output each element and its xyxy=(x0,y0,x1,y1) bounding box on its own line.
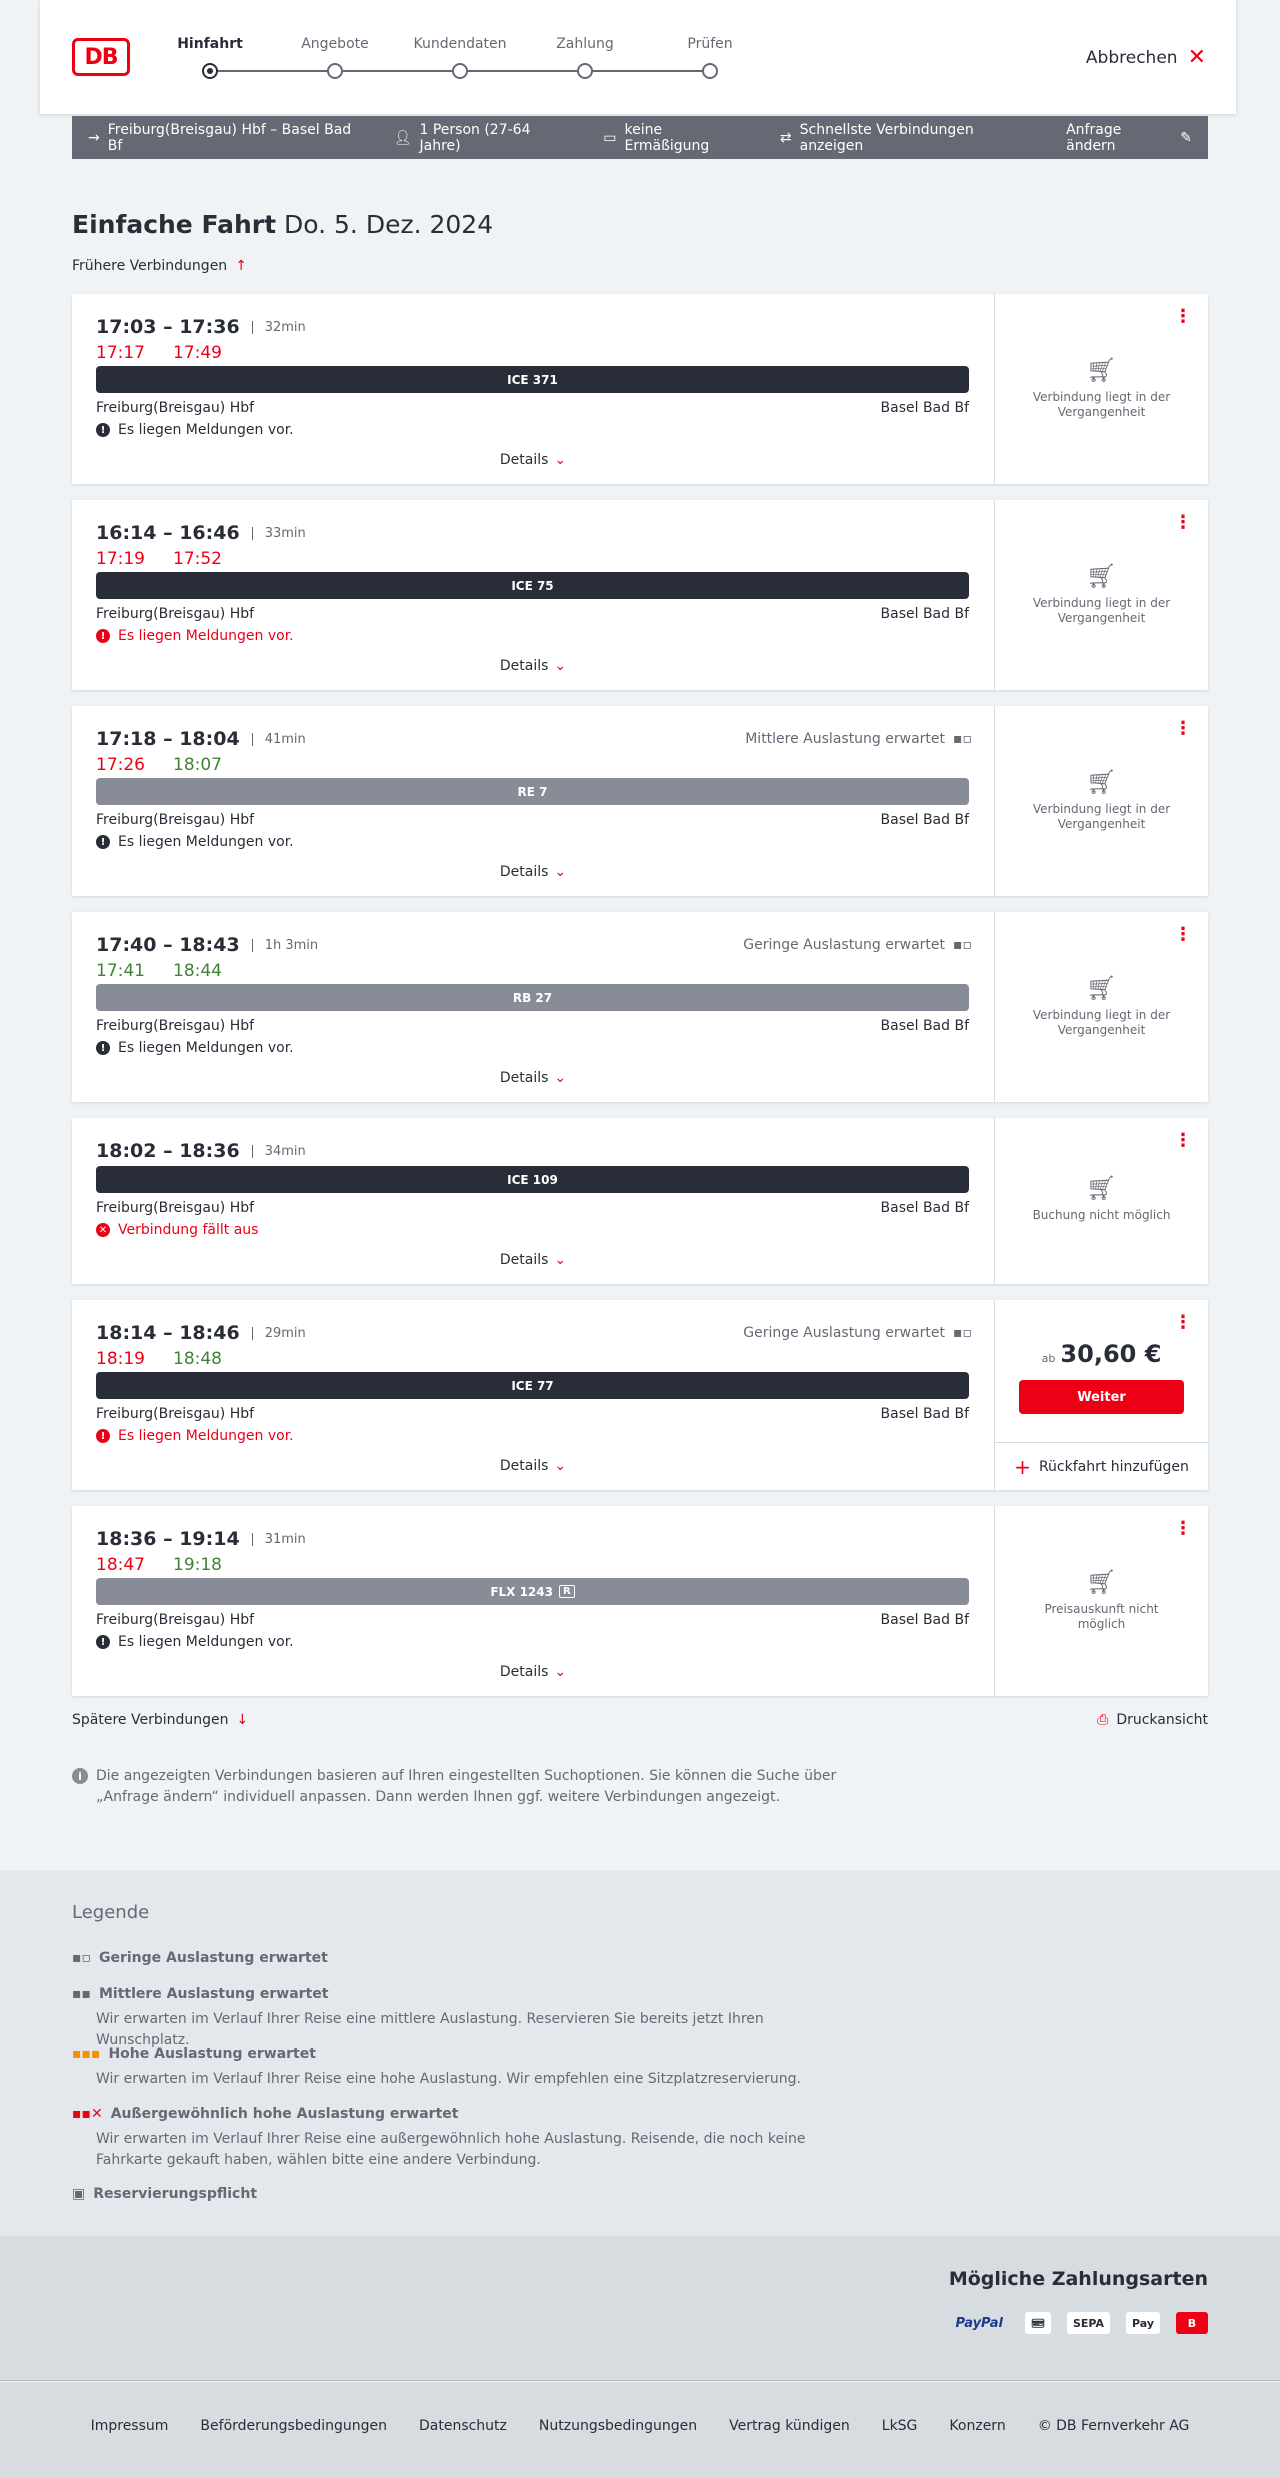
more-options-icon[interactable]: ⋮ xyxy=(1174,512,1192,533)
high-occupancy-icon: ▪▪▪ xyxy=(72,2046,101,2062)
legend-title: Legende xyxy=(72,1902,150,1923)
arrival-station: Basel Bad Bf xyxy=(880,400,969,416)
connection-times: 17:40 – 18:43 1h 3min xyxy=(96,934,319,956)
exclamation-icon: ! xyxy=(96,423,110,437)
exclamation-icon: ! xyxy=(96,1041,110,1055)
cart-disabled-icon: 🛒︎ xyxy=(1086,768,1117,796)
more-options-icon[interactable]: ⋮ xyxy=(1174,924,1192,945)
footer-link-nutzungsbedingungen[interactable]: Nutzungsbedingungen xyxy=(538,2418,698,2434)
discount-summary: ▭ keine Ermäßigung xyxy=(603,121,710,154)
search-summary-bar xyxy=(72,116,1208,159)
occupancy-icon: ▪▫ xyxy=(953,937,972,953)
step-angebote: Angebote xyxy=(301,36,369,52)
payment-title: Mögliche Zahlungsarten xyxy=(948,2268,1208,2290)
medium-occupancy-icon: ▪▪ xyxy=(72,1986,91,2002)
connection-card xyxy=(72,500,1208,690)
step-dot-angebote xyxy=(327,63,343,79)
footer-link-konzern[interactable]: Konzern xyxy=(949,2418,1006,2434)
departure-station: Freiburg(Breisgau) Hbf xyxy=(96,1612,255,1628)
db-logo[interactable]: DB xyxy=(72,38,130,76)
step-hinfahrt: Hinfahrt xyxy=(177,36,243,52)
connection-card xyxy=(72,1506,1208,1696)
sepa-icon: SEPA xyxy=(1067,2312,1110,2334)
connection-card xyxy=(72,1300,1208,1490)
duration: 31min xyxy=(252,1533,306,1546)
message-notice[interactable]: ! Es liegen Meldungen vor. xyxy=(96,1428,294,1444)
footer-link-datenschutz[interactable]: Datenschutz xyxy=(418,2418,507,2434)
info-icon: i xyxy=(72,1768,88,1784)
occupancy-indicator: Geringe Auslastung erwartet ▪▫ xyxy=(743,937,972,953)
print-view-link[interactable]: ⎙ Druckansicht xyxy=(1097,1712,1208,1728)
info-notice: i Die angezeigten Verbindungen basieren auf Ihren eingestellten Suchoptionen. Sie können die Suche über „Anfrage ändern“ individuell anpassen. Dann werden Ihnen ggf. weitere Verbindungen angezeigt. xyxy=(72,1766,852,1808)
departure-station: Freiburg(Breisgau) Hbf xyxy=(96,606,255,622)
progress-header xyxy=(40,0,1236,114)
more-options-icon[interactable]: ⋮ xyxy=(1174,306,1192,327)
chevron-down-icon: ⌄ xyxy=(554,1070,567,1086)
reservation-required-icon: R xyxy=(559,1585,575,1598)
db-payment-icon: B xyxy=(1176,2312,1208,2334)
realtime-times: 17:41 18:44 xyxy=(96,961,222,981)
cart-disabled-icon: 🛒︎ xyxy=(1086,1568,1117,1596)
arrival-station: Basel Bad Bf xyxy=(880,1018,969,1034)
realtime-times: 18:19 18:48 xyxy=(96,1349,222,1369)
train-bar: ICE 75 xyxy=(96,572,969,599)
close-icon: ✕ xyxy=(1187,45,1206,70)
exclamation-icon: ! xyxy=(96,1635,110,1649)
connection-times: 18:14 – 18:46 29min xyxy=(96,1322,306,1344)
very-high-occupancy-icon: ▪▪✕ xyxy=(72,2106,103,2122)
step-kundendaten: Kundendaten xyxy=(413,36,507,52)
step-dot-zahlung xyxy=(577,63,593,79)
footer xyxy=(0,2382,1280,2478)
details-toggle[interactable]: Details ⌄ xyxy=(499,864,567,880)
low-occupancy-icon: ▪▫ xyxy=(72,1950,91,1966)
exclamation-icon: ! xyxy=(96,835,110,849)
details-toggle[interactable]: Details ⌄ xyxy=(499,1070,567,1086)
train-bar: ICE 77 xyxy=(96,1372,969,1399)
more-options-icon[interactable]: ⋮ xyxy=(1174,1130,1192,1151)
route-summary: → Freiburg(Breisgau) Hbf – Basel Bad Bf xyxy=(88,121,352,154)
arrival-station: Basel Bad Bf xyxy=(880,812,969,828)
cart-status: 🛒︎ Preisauskunft nicht möglich xyxy=(995,1568,1208,1632)
occupancy-icon: ▪▫ xyxy=(953,731,972,747)
message-notice[interactable]: ! Es liegen Meldungen vor. xyxy=(96,1040,294,1056)
cart-status: 🛒︎ Verbindung liegt in der Vergangenheit xyxy=(995,768,1208,832)
train-bar: RE 7 xyxy=(96,778,969,805)
chevron-down-icon: ⌄ xyxy=(554,658,567,674)
step-pruefen: Prüfen xyxy=(687,36,733,52)
message-notice[interactable]: ! Es liegen Meldungen vor. xyxy=(96,834,294,850)
details-toggle[interactable]: Details ⌄ xyxy=(499,1458,567,1474)
exclamation-icon: ! xyxy=(96,629,110,643)
arrival-station: Basel Bad Bf xyxy=(880,1612,969,1628)
card-icon: ▭ xyxy=(603,129,617,146)
option-summary: ⇄ Schnellste Verbindungen anzeigen xyxy=(779,121,974,154)
payment-methods-section xyxy=(0,2236,1280,2381)
paypal-icon: PayPal xyxy=(955,2315,1003,2331)
occupancy-indicator: Mittlere Auslastung erwartet ▪▫ xyxy=(745,731,972,747)
chevron-down-icon: ⌄ xyxy=(554,1664,567,1680)
connection-times: 17:03 – 17:36 32min xyxy=(96,316,306,338)
legend-item: ▪▪✕ Außergewöhnlich hohe Auslastung erwartet Wir erwarten im Verlauf Ihrer Reise eine außergewöhnlich hohe Auslastung. Reisende, die noch keine Fahrkarte gekauft haben, wählen bitte eine andere Verbindung. xyxy=(72,2106,806,2168)
duration: 29min xyxy=(252,1327,306,1340)
cancel-button[interactable] xyxy=(1086,47,1206,69)
departure-station: Freiburg(Breisgau) Hbf xyxy=(96,1018,255,1034)
duration: 32min xyxy=(252,321,306,334)
connection-times: 17:18 – 18:04 41min xyxy=(96,728,306,750)
apple-pay-icon: Pay xyxy=(1126,2312,1160,2334)
page-title: Einfache Fahrt Do. 5. Dez. 2024 xyxy=(72,210,494,239)
exclamation-icon: ! xyxy=(96,1429,110,1443)
cart-disabled-icon: 🛒︎ xyxy=(1086,356,1117,384)
departure-station: Freiburg(Breisgau) Hbf xyxy=(96,1406,255,1422)
realtime-times: 17:26 18:07 xyxy=(96,755,222,775)
cart-status: 🛒︎ Buchung nicht möglich xyxy=(995,1174,1208,1223)
cancellation-notice[interactable]: ✕ Verbindung fällt aus xyxy=(96,1222,258,1238)
travel-date: Do. 5. Dez. 2024 xyxy=(284,210,494,239)
chevron-down-icon: ⌄ xyxy=(554,1458,567,1474)
connection-card xyxy=(72,706,1208,896)
legend-section xyxy=(0,1870,1280,2236)
printer-icon: ⎙ xyxy=(1097,1712,1109,1728)
connection-times: 18:02 – 18:36 34min xyxy=(96,1140,306,1162)
connection-times: 16:14 – 16:46 33min xyxy=(96,522,306,544)
footer-link-lksg[interactable]: LkSG xyxy=(881,2418,918,2434)
arrival-station: Basel Bad Bf xyxy=(880,1200,969,1216)
realtime-times: 17:19 17:52 xyxy=(96,549,222,569)
departure-station: Freiburg(Breisgau) Hbf xyxy=(96,812,255,828)
connection-times: 18:36 – 19:14 31min xyxy=(96,1528,306,1550)
train-bar: ICE 371 xyxy=(96,366,969,393)
chevron-down-icon: ⌄ xyxy=(554,864,567,880)
arrow-up-icon: ↑ xyxy=(235,258,247,274)
train-bar: ICE 109 xyxy=(96,1166,969,1193)
connection-card xyxy=(72,1118,1208,1284)
add-return-button[interactable]: + Rückfahrt hinzufügen xyxy=(995,1442,1208,1490)
legend-item: ▪▪▪ Hohe Auslastung erwartet Wir erwarten im Verlauf Ihrer Reise eine hohe Auslastung. Wir empfehlen eine Sitzplatzreservierung. xyxy=(72,2046,801,2087)
train-bar: FLX 1243 R xyxy=(96,1578,969,1605)
details-toggle[interactable]: Details ⌄ xyxy=(499,1664,567,1680)
message-notice[interactable]: ! Es liegen Meldungen vor. xyxy=(96,1634,294,1650)
cart-disabled-icon: 🛒︎ xyxy=(1086,1174,1117,1202)
connection-card xyxy=(72,912,1208,1102)
departure-station: Freiburg(Breisgau) Hbf xyxy=(96,1200,255,1216)
credit-card-icon: 💳︎ xyxy=(1025,2312,1051,2334)
departure-station: Freiburg(Breisgau) Hbf xyxy=(96,400,255,416)
more-options-icon[interactable]: ⋮ xyxy=(1174,1518,1192,1539)
message-notice[interactable]: ! Es liegen Meldungen vor. xyxy=(96,422,294,438)
price-display: ab 30,60 € xyxy=(1041,1340,1162,1368)
connection-card xyxy=(72,294,1208,484)
details-toggle[interactable]: Details ⌄ xyxy=(499,658,567,674)
step-dot-kundendaten xyxy=(452,63,468,79)
duration: 41min xyxy=(252,733,306,746)
legend-item: ▪▪ Mittlere Auslastung erwartet Wir erwarten im Verlauf Ihrer Reise eine mittlere Auslastung. Reservieren Sie bereits jetzt Ihren Wunschplatz. xyxy=(72,1986,764,2048)
duration: 34min xyxy=(252,1145,306,1158)
plus-icon: + xyxy=(1014,1454,1031,1479)
step-dot-hinfahrt xyxy=(202,63,218,79)
continue-button[interactable]: Weiter xyxy=(1019,1380,1184,1414)
arrow-down-icon: ↓ xyxy=(236,1712,249,1728)
details-toggle[interactable]: Details ⌄ xyxy=(499,1252,567,1268)
arrival-station: Basel Bad Bf xyxy=(880,606,969,622)
earlier-connections-link[interactable]: Frühere Verbindungen ↑ xyxy=(72,258,247,274)
footer-link-befoerderungsbedingungen[interactable]: Beförderungsbedingungen xyxy=(200,2418,387,2434)
cart-disabled-icon: 🛒︎ xyxy=(1086,562,1117,590)
edit-request-button[interactable]: Anfrage ändern ✎ xyxy=(1066,121,1192,154)
chevron-down-icon: ⌄ xyxy=(554,452,567,468)
chevron-down-icon: ⌄ xyxy=(554,1252,567,1268)
duration: 1h 3min xyxy=(252,939,318,952)
pencil-icon: ✎ xyxy=(1180,129,1192,146)
cart-disabled-icon: 🛒︎ xyxy=(1086,974,1117,1002)
legend-item: ▣ Reservierungspflicht xyxy=(72,2184,257,2205)
later-connections-link[interactable]: Spätere Verbindungen ↓ xyxy=(72,1712,249,1728)
arrow-right-icon: → xyxy=(88,129,100,146)
arrival-station: Basel Bad Bf xyxy=(880,1406,969,1422)
legend-item: ▪▫ Geringe Auslastung erwartet xyxy=(72,1948,328,1969)
details-toggle[interactable]: Details ⌄ xyxy=(499,452,567,468)
step-dot-pruefen xyxy=(702,63,718,79)
occupancy-indicator: Geringe Auslastung erwartet ▪▫ xyxy=(743,1325,972,1341)
cancel-circle-icon: ✕ xyxy=(96,1223,110,1237)
footer-link-vertrag-kuendigen[interactable]: Vertrag kündigen xyxy=(729,2418,850,2434)
cart-status: 🛒︎ Verbindung liegt in der Vergangenheit xyxy=(995,356,1208,420)
sliders-icon: ⇄ xyxy=(779,129,792,146)
cancel-label: Abbrechen xyxy=(1085,48,1178,68)
person-icon: 👤︎ xyxy=(393,129,412,146)
footer-link-impressum[interactable]: Impressum xyxy=(90,2418,169,2434)
message-notice[interactable]: ! Es liegen Meldungen vor. xyxy=(96,628,294,644)
train-bar: RB 27 xyxy=(96,984,969,1011)
cart-status: 🛒︎ Verbindung liegt in der Vergangenheit xyxy=(995,974,1208,1038)
occupancy-icon: ▪▫ xyxy=(953,1325,972,1341)
reservation-required-icon: ▣ xyxy=(72,2186,86,2202)
realtime-times: 17:17 17:49 xyxy=(96,343,222,363)
persons-summary: 👤︎ 1 Person (27-64 Jahre) xyxy=(393,121,531,154)
cart-status: 🛒︎ Verbindung liegt in der Vergangenheit xyxy=(995,562,1208,626)
step-zahlung: Zahlung xyxy=(556,36,614,52)
realtime-times: 18:47 19:18 xyxy=(96,1555,222,1575)
duration: 33min xyxy=(252,527,306,540)
footer-copyright: © DB Fernverkehr AG xyxy=(1037,2418,1190,2434)
more-options-icon[interactable]: ⋮ xyxy=(1174,718,1192,739)
more-options-icon[interactable]: ⋮ xyxy=(1174,1312,1192,1333)
